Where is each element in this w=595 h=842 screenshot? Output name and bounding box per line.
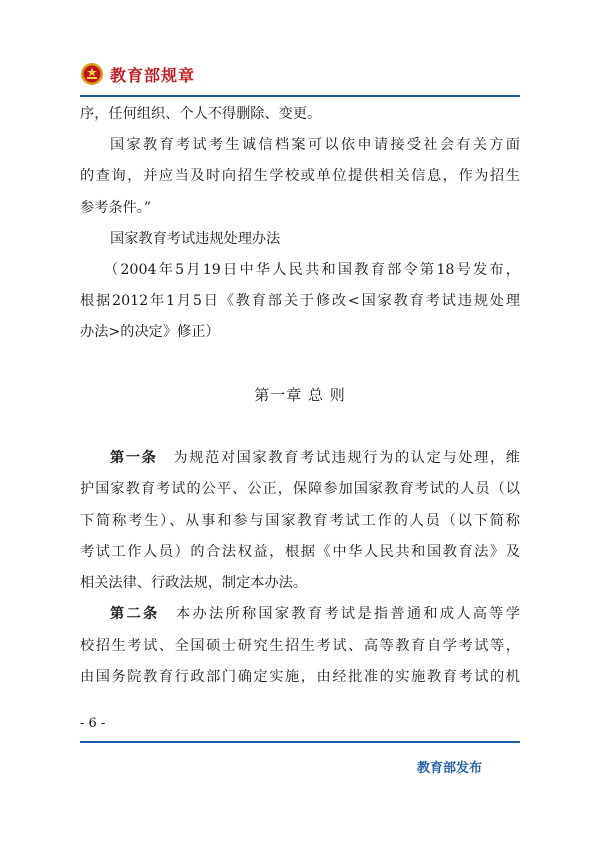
national-emblem-icon <box>80 62 104 86</box>
text-line: 办法>的决定》修正） <box>80 324 220 340</box>
chapter-heading: 第一章 总 则 <box>254 386 346 404</box>
article-1-text: 为规范对国家教育考试违规行为的认定与处理，维 <box>173 450 520 466</box>
text-line: 由国务院教育行政部门确定实施，由经批准的实施教育考试的机 <box>80 669 520 685</box>
document-title-line: 国家教育考试违规处理办法 <box>110 231 281 247</box>
text-line: 相关法律、行政法规，制定本办法。 <box>80 575 308 591</box>
text-line: 根据2012年1月5日《教育部关于修改<国家教育考试违规处理 <box>80 293 520 309</box>
text-line: 考试工作人员）的合法权益，根据《中华人民共和国教育法》及 <box>80 544 520 560</box>
text-line: 校招生考试、全国硕士研究生招生考试、高等教育自学考试等， <box>80 638 520 654</box>
text-line: 国家教育考试考生诚信档案可以依申请接受社会有关方面 <box>110 137 520 153</box>
text-line: 护国家教育考试的公平、公正，保障参加国家教育考试的人员（以 <box>80 481 520 497</box>
page-number: - 6 - <box>80 716 106 731</box>
article-2-label: 第二条 <box>110 606 160 622</box>
article-2-text: 本办法所称国家教育考试是指普通和成人高等学 <box>175 606 520 622</box>
text-line: 序，任何组织、个人不得删除、变更。 <box>80 106 322 122</box>
header-rule <box>80 95 520 97</box>
footer-rule <box>80 741 520 743</box>
text-line: （2004年5月19日中华人民共和国教育部令第18号发布， <box>104 262 520 278</box>
text-line: 下简称考生）、从事和参与国家教育考试工作的人员（以下简称 <box>80 513 520 529</box>
text-line: 的查询，并应当及时向招生学校或单位提供相关信息，作为招生 <box>80 168 520 184</box>
header-title: 教育部规章 <box>110 65 196 85</box>
article-2-first-line <box>110 603 520 623</box>
text-line: 参考条件。” <box>80 200 152 216</box>
article-1-label: 第一条 <box>110 450 158 466</box>
article-1-first-line <box>110 447 520 467</box>
page-header <box>80 62 195 86</box>
footer-publisher: 教育部发布 <box>417 761 483 776</box>
